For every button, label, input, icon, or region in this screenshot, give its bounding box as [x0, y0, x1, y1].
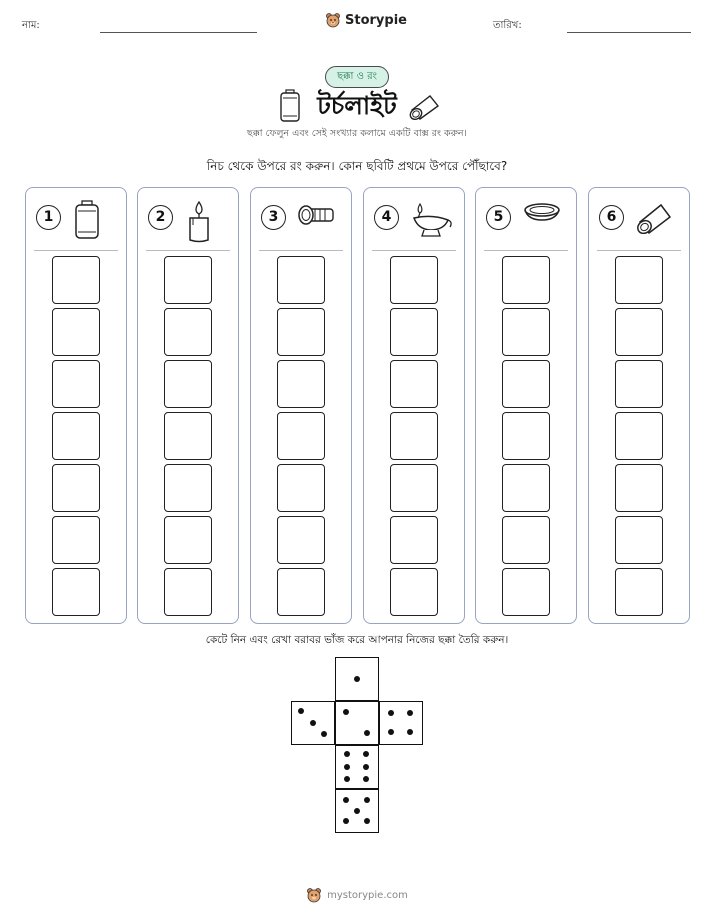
column-number: 1: [36, 205, 61, 230]
column-header: [364, 198, 464, 246]
die-face-1: [335, 657, 379, 701]
color-box[interactable]: [277, 464, 325, 512]
dish-icon: [522, 200, 562, 228]
cutout-instruction: কেটে নিন এবং রেখা বরাবর ভাঁজ করে আপনার নিজের ছক্কা তৈরি করুন।: [205, 634, 509, 646]
column-divider: [259, 250, 343, 251]
die-pip: [344, 751, 350, 757]
color-box[interactable]: [502, 568, 550, 616]
die-pip: [407, 710, 413, 716]
color-box[interactable]: [390, 256, 438, 304]
color-box[interactable]: [615, 464, 663, 512]
die-face-2: [335, 701, 379, 745]
color-box[interactable]: [502, 360, 550, 408]
die-face-5: [335, 789, 379, 833]
oil-lamp-icon: [410, 200, 454, 244]
battery-icon: [72, 200, 102, 244]
column-header: [476, 198, 576, 246]
die-pip: [364, 730, 370, 736]
instruction-subtitle: ছক্কা ফেলুন এবং সেই সংখ্যার কলামে একটি বাক্স রং করুন।: [247, 128, 467, 139]
flashlight-icon: [297, 200, 337, 234]
color-box[interactable]: [390, 360, 438, 408]
column-1: [25, 187, 127, 624]
color-box[interactable]: [390, 308, 438, 356]
column-number: 2: [148, 205, 173, 230]
column-number: 6: [599, 205, 624, 230]
color-box[interactable]: [277, 568, 325, 616]
color-box[interactable]: [615, 412, 663, 460]
die-face-4: [379, 701, 423, 745]
color-box[interactable]: [164, 568, 212, 616]
color-box[interactable]: [52, 360, 100, 408]
die-pip: [298, 708, 304, 714]
color-box[interactable]: [52, 516, 100, 564]
die-pip: [354, 808, 360, 814]
question-text: নিচ থেকে উপরে রং করুন। কোন ছবিটি প্রথমে উপরে পৌঁছাবে?: [206, 159, 508, 173]
color-box[interactable]: [390, 568, 438, 616]
bear-logo-icon: [306, 887, 322, 903]
date-line[interactable]: [567, 32, 691, 33]
footer-site[interactable]: mystorypie.com: [327, 889, 408, 901]
die-pip: [321, 731, 327, 737]
color-box[interactable]: [277, 360, 325, 408]
die-pip: [363, 764, 369, 770]
die-pip: [363, 751, 369, 757]
color-box[interactable]: [615, 568, 663, 616]
column-divider: [597, 250, 681, 251]
color-box[interactable]: [502, 464, 550, 512]
color-box[interactable]: [164, 360, 212, 408]
die-pip: [354, 676, 360, 682]
color-box[interactable]: [277, 256, 325, 304]
color-box[interactable]: [52, 568, 100, 616]
die-pip: [363, 776, 369, 782]
color-box[interactable]: [164, 412, 212, 460]
column-3: [250, 187, 352, 624]
color-box[interactable]: [52, 308, 100, 356]
page-title: টর্চলাইট: [317, 91, 397, 120]
column-divider: [34, 250, 118, 251]
column-5: [475, 187, 577, 624]
column-divider: [146, 250, 230, 251]
column-header: [138, 198, 238, 246]
column-divider: [484, 250, 568, 251]
color-box[interactable]: [615, 256, 663, 304]
column-divider: [372, 250, 456, 251]
color-box[interactable]: [164, 308, 212, 356]
die-pip: [310, 720, 316, 726]
die-pip: [388, 710, 394, 716]
die-pip: [344, 776, 350, 782]
column-header: [26, 198, 126, 246]
date-label: তারিখ:: [493, 20, 522, 31]
storypie-logo: [325, 12, 407, 28]
die-pip: [343, 709, 349, 715]
color-box[interactable]: [502, 256, 550, 304]
color-box[interactable]: [502, 412, 550, 460]
die-pip: [364, 797, 370, 803]
color-box[interactable]: [164, 464, 212, 512]
color-box[interactable]: [277, 516, 325, 564]
die-face-3: [291, 701, 335, 745]
name-label: নাম:: [22, 20, 40, 31]
column-header: [589, 198, 689, 246]
die-pip: [344, 764, 350, 770]
column-header: [251, 198, 351, 246]
die-pip: [343, 797, 349, 803]
color-box[interactable]: [390, 516, 438, 564]
column-6: [588, 187, 690, 624]
column-number: 5: [486, 205, 511, 230]
die-face-6: [335, 745, 379, 789]
color-box[interactable]: [164, 256, 212, 304]
column-number: 4: [374, 205, 399, 230]
color-box[interactable]: [615, 360, 663, 408]
bear-logo-icon: [325, 12, 341, 28]
color-box[interactable]: [615, 308, 663, 356]
name-line[interactable]: [100, 32, 257, 33]
die-pip: [343, 818, 349, 824]
die-pip: [407, 729, 413, 735]
color-box[interactable]: [390, 412, 438, 460]
dice-color-badge: ছক্কা ও রং: [325, 66, 389, 88]
flashlight-lens-icon: [635, 200, 675, 238]
die-pip: [364, 818, 370, 824]
color-box[interactable]: [615, 516, 663, 564]
brand-name: Storypie: [345, 12, 407, 28]
color-box[interactable]: [52, 256, 100, 304]
candle-icon: [184, 200, 214, 248]
color-box[interactable]: [277, 308, 325, 356]
color-box[interactable]: [502, 308, 550, 356]
color-box[interactable]: [502, 516, 550, 564]
column-2: [137, 187, 239, 624]
flashlight-lens-icon: [408, 92, 442, 120]
footer: [0, 887, 714, 903]
color-box[interactable]: [52, 464, 100, 512]
color-box[interactable]: [390, 464, 438, 512]
die-pip: [388, 729, 394, 735]
color-box[interactable]: [277, 412, 325, 460]
color-box[interactable]: [52, 412, 100, 460]
column-number: 3: [261, 205, 286, 230]
column-4: [363, 187, 465, 624]
color-box[interactable]: [164, 516, 212, 564]
